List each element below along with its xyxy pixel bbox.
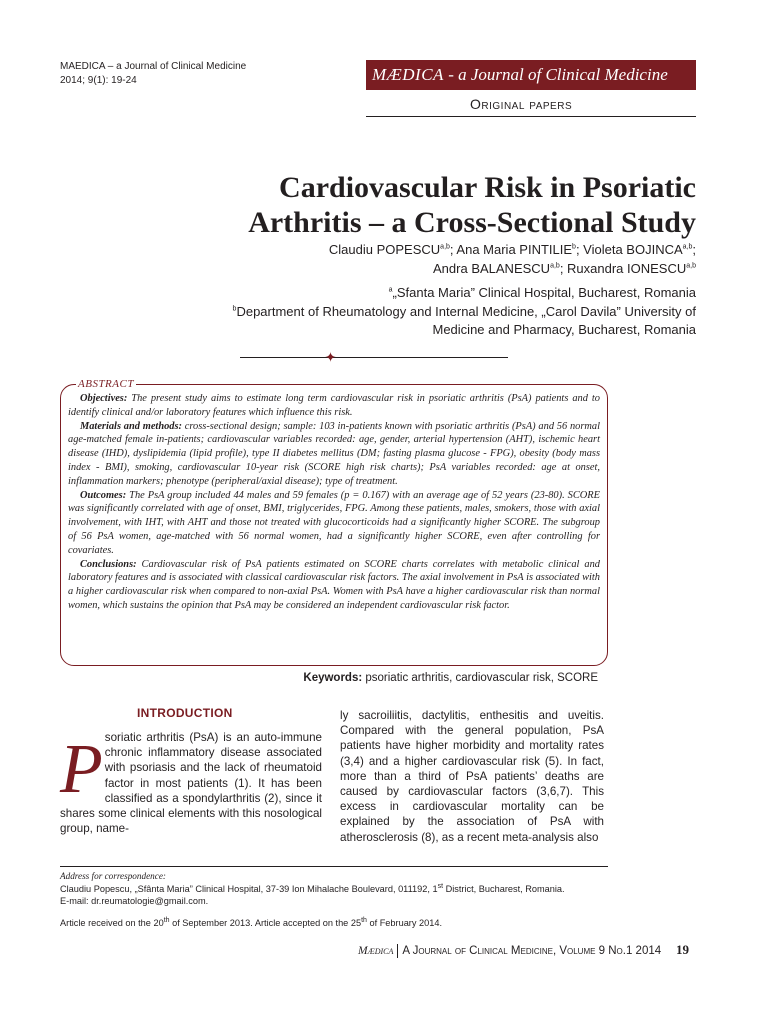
footer-journal: A Journal of Clinical Medicine, Volume 9 No.1 2014 bbox=[402, 945, 662, 958]
intro-left-text: soriatic arthritis (PsA) is an auto-immune chronic inflammatory disease associated with psoriasis and the lack of rheumatoid factor in most patients (1). It has been classified as a spondylarthritis (2), since it shares some clinical elements with this nosological group, name- bbox=[60, 731, 322, 836]
abstract-outcomes: Outcomes: The PsA group included 44 males and 59 females (p = 0.167) with an average age of 52 years (23-80). SCORE was significantly correlated with age of onset, BMI, triglycerides, FPG. Among these patients, males, smokers, those with axial involvement, with IHT, with AHT and those not treated with glucocorticoids had a significantly higher SCORE. The subgroup of 56 PsA women, age-matched with 56 normal women, had a significantly higher SCORE, even after controlling for covariates. bbox=[68, 489, 600, 556]
journal-banner bbox=[366, 60, 696, 90]
author-affiliation-marker: b bbox=[572, 243, 576, 251]
keywords-label: Keywords: bbox=[303, 672, 363, 684]
intro-right-column: ly sacroiliitis, dactylitis, enthesitis and uveitis. Compared with the general population, PsA patients have higher morbidity and mortality rates (3,4) and a higher cardiovascular risk (5). In fact, more than a third of PsA patients’ deaths are caused by cardiovascular factors (3,6,7). This excess in cardiovascular mortality can be explained by the association of PsA with atherosclerosis (8), as a recent meta-analysis also bbox=[340, 709, 604, 844]
abstract-conclusions: Conclusions: Cardiovascular risk of PsA patients estimated on SCORE charts correlates with metabolic clinical and laboratory features and is associated with classical cardiovascular risk factors. The axial involvement in PsA is associated with a higher cardiovascular risk when compared to non-axial PsA. Women with PsA have a higher cardiovascular risk than normal women, which sustains the opinion that PsA may be considered an independent cardiovascular risk factor. bbox=[68, 558, 600, 611]
footer-brand: Mædica bbox=[358, 945, 394, 958]
affiliation-a: $^a$„Sfanta Maria” Clinical Hospital, Bucharest, Romania bbox=[388, 285, 696, 300]
journal-issue: 2014; 9(1): 19-24 bbox=[60, 75, 137, 86]
author-name: Ruxandra IONESCU bbox=[567, 261, 687, 276]
affiliation-b: $^b$Department of Rheumatology and Internal Medicine, „Carol Davila” University of bbox=[232, 303, 696, 319]
introduction-heading: INTRODUCTION bbox=[137, 706, 233, 720]
footer-separator bbox=[397, 944, 398, 958]
abstract-body bbox=[68, 392, 600, 613]
running-footer bbox=[358, 944, 661, 958]
correspondence-address-line: Claudiu Popescu, „Sfânta Maria” Clinical Hospital, 37-39 Ion Mihalache Boulevard, 011192, 1st District, Bucharest, Romania. bbox=[60, 882, 565, 894]
page-number: 19 bbox=[676, 942, 689, 957]
keywords bbox=[303, 672, 598, 684]
journal-name: MAEDICA – a Journal of Clinical Medicine bbox=[60, 61, 247, 72]
ornament-divider bbox=[240, 357, 508, 358]
section-label: Original papers bbox=[470, 96, 573, 112]
abstract-label: ABSTRACT bbox=[78, 378, 134, 390]
author-name: Andra BALANESCU bbox=[433, 261, 551, 276]
author-list: Claudiu POPESCU$^{a,b}$; Ana Maria PINTILIE$^b$; Violeta BOJINCA$^{a,b}$; Andra BALANESCU$^{a,b}$; Ruxandra IONESCU$^{a,b}$ bbox=[328, 242, 696, 276]
footnote-rule bbox=[60, 866, 608, 867]
drop-cap: P bbox=[60, 731, 103, 808]
affiliations bbox=[233, 284, 696, 340]
journal-reference bbox=[60, 60, 246, 88]
title-line-1: Cardiovascular Risk in Psoriatic bbox=[279, 171, 696, 204]
author-name: Ana Maria PINTILIE bbox=[456, 242, 573, 257]
affiliation-b-cont: Medicine and Pharmacy, Bucharest, Romania bbox=[432, 322, 696, 337]
abstract-methods: Materials and methods: cross-sectional design; sample: 103 in-patients known with psoriatic arthritis (PsA) and 56 normal age-matched female in-patients; cardiovascular variables recorded: age, gender, arterial hypertension (AHT), ischemic heart disease (IHD), dyslipidemia (lipid profile), type II diabetes mellitus (DM; fasting plasma glucose - FPG), obesity (body mass index - BMI), smoking, cardiovascular 10-year risk (SCORE high risk charts); PsA variables recorded: age at onset, inflammation markers; phenotype (peripheral/axial disease); type of treatment. bbox=[68, 420, 600, 487]
header-rule bbox=[366, 116, 696, 117]
banner-title: - a Journal of Clinical Medicine bbox=[443, 65, 668, 84]
abstract-objectives: Objectives: The present study aims to estimate long term cardiovascular risk in psoriatic arthritis (PsA) patients and to identify clinical and/or laboratory features which influence this risk. bbox=[68, 393, 600, 418]
correspondence-address bbox=[60, 870, 565, 908]
author-affiliation-marker: a,b bbox=[550, 262, 560, 270]
author-affiliation-marker: a,b bbox=[686, 262, 696, 270]
correspondence-heading: Address for correspondence: bbox=[60, 871, 166, 881]
author-affiliation-marker: a,b bbox=[440, 243, 450, 251]
author-name: Violeta BOJINCA bbox=[583, 242, 683, 257]
article-dates: Article received on the 20th of September 2013. Article accepted on the 25th of February 2014. bbox=[60, 916, 442, 928]
keywords-text: psoriatic arthritis, cardiovascular risk, SCORE bbox=[362, 672, 598, 684]
intro-left-column bbox=[60, 730, 322, 836]
banner-brand: MÆDICA bbox=[372, 65, 444, 84]
author-name: Claudiu POPESCU bbox=[328, 242, 441, 257]
title-line-2: Arthritis – a Cross-Sectional Study bbox=[248, 206, 696, 239]
correspondence-email: E-mail: dr.reumatologie@gmail.com. bbox=[60, 896, 209, 906]
author-affiliation-marker: a,b bbox=[682, 243, 693, 251]
diamond-ornament-icon: ✦ bbox=[324, 349, 337, 365]
article-title bbox=[248, 170, 696, 240]
